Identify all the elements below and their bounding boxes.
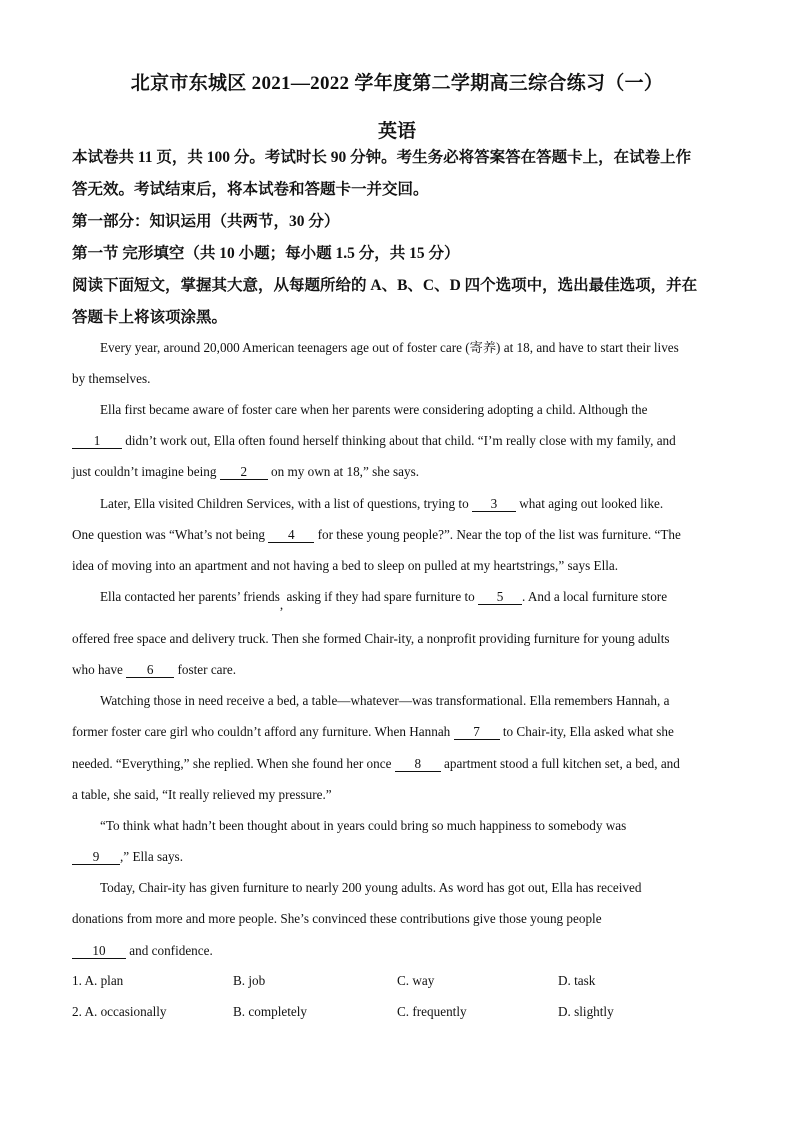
option-1d[interactable]: D. task <box>558 973 596 988</box>
instruction-line: 本试卷共 11 页，共 100 分。考试时长 90 分钟。考生务必将答案答在答题卡上，在试卷上作 <box>72 149 692 166</box>
option-2d[interactable]: D. slightly <box>558 1004 614 1019</box>
passage-line: Today, Chair-ity has given furniture to nearly 200 young adults. As word has got out, Ella has received <box>100 880 642 895</box>
question-2 <box>72 1004 732 1022</box>
passage-line: “To think what hadn’t been thought about in years could bring so much happiness to somebody was <box>100 818 627 833</box>
instruction-line: 答无效。考试结束后，将本试卷和答题卡一并交回。 <box>72 181 429 198</box>
blank-2[interactable]: 2 <box>220 465 268 480</box>
passage-line: One question was “What’s not being 4 for these young people?”. Near the top of the list was furniture. “The <box>72 527 681 542</box>
blank-7[interactable]: 7 <box>454 725 500 740</box>
passage-line: Watching those in need receive a bed, a table—whatever—was transformational. Ella remembers Hannah, a <box>100 693 670 708</box>
blank-3[interactable]: 3 <box>472 497 516 512</box>
option-1c[interactable]: C. way <box>397 973 435 988</box>
instruction-line: 阅读下面短文，掌握其大意，从每题所给的 A、B、C、D 四个选项中，选出最佳选项，并在 <box>72 277 698 294</box>
passage-line: 1 didn’t work out, Ella often found herself thinking about that child. “I’m really close with my family, and <box>72 432 732 450</box>
passage-line: by themselves. <box>72 371 151 386</box>
option-2a[interactable]: 2. A. occasionally <box>72 1004 167 1019</box>
instruction-line: 答题卡上将该项涂黑。 <box>72 309 228 326</box>
blank-8[interactable]: 8 <box>395 757 441 772</box>
passage-line: Ella first became aware of foster care when her parents were considering adopting a child. Although the <box>100 402 648 417</box>
passage-line: idea of moving into an apartment and not having a bed to sleep on pulled at my heartstrings,” says Ella. <box>72 558 619 573</box>
passage-line: who have 6 foster care. <box>72 662 237 677</box>
blank-6[interactable]: 6 <box>126 663 174 678</box>
option-1a[interactable]: 1. A. plan <box>72 973 124 988</box>
blank-9[interactable]: 9 <box>72 850 120 865</box>
option-2b[interactable]: B. completely <box>233 1004 307 1019</box>
question-1 <box>72 973 732 991</box>
exam-subject: 英语 <box>377 121 416 142</box>
exam-title: 北京市东城区 2021—2022 学年度第二学期高三综合练习（一） <box>130 73 664 94</box>
passage-line: just couldn’t imagine being 2 on my own at 18,” she says. <box>72 464 420 479</box>
option-2c[interactable]: C. frequently <box>397 1004 467 1019</box>
passage-line: Ella contacted her parents’ friends, asking if they had spare furniture to 5 . And a local furniture store <box>100 589 668 612</box>
passage-line: a table, she said, “It really relieved my pressure.” <box>72 787 332 802</box>
blank-1[interactable]: 1 <box>72 434 122 449</box>
passage-line: offered free space and delivery truck. Then she formed Chair-ity, a nonprofit providing furniture for young adults <box>72 631 670 646</box>
subsection-heading: 第一节 完形填空（共 10 小题；每小题 1.5 分，共 15 分） <box>72 245 460 262</box>
section-heading: 第一部分：知识运用（共两节，30 分） <box>72 213 340 230</box>
blank-4[interactable]: 4 <box>268 528 314 543</box>
passage-line: donations from more and more people. She’s convinced these contributions give those young people <box>72 911 602 926</box>
passage-line: 9 ,” Ella says. <box>72 848 732 866</box>
passage-line: needed. “Everything,” she replied. When she found her once 8 apartment stood a full kitchen set, a bed, and <box>72 756 680 771</box>
passage-line: Later, Ella visited Children Services, with a list of questions, trying to 3 what aging out looked like. <box>100 496 664 511</box>
passage-line: 10 and confidence. <box>72 942 732 960</box>
passage-line: former foster care girl who couldn’t afford any furniture. When Hannah 7 to Chair-ity, Ella asked what she <box>72 724 674 739</box>
blank-5[interactable]: 5 <box>478 590 522 605</box>
option-1b[interactable]: B. job <box>233 973 266 988</box>
blank-10[interactable]: 10 <box>72 944 126 959</box>
passage-line: Every year, around 20,000 American teenagers age out of foster care (寄养) at 18, and have to start their lives <box>100 340 679 355</box>
